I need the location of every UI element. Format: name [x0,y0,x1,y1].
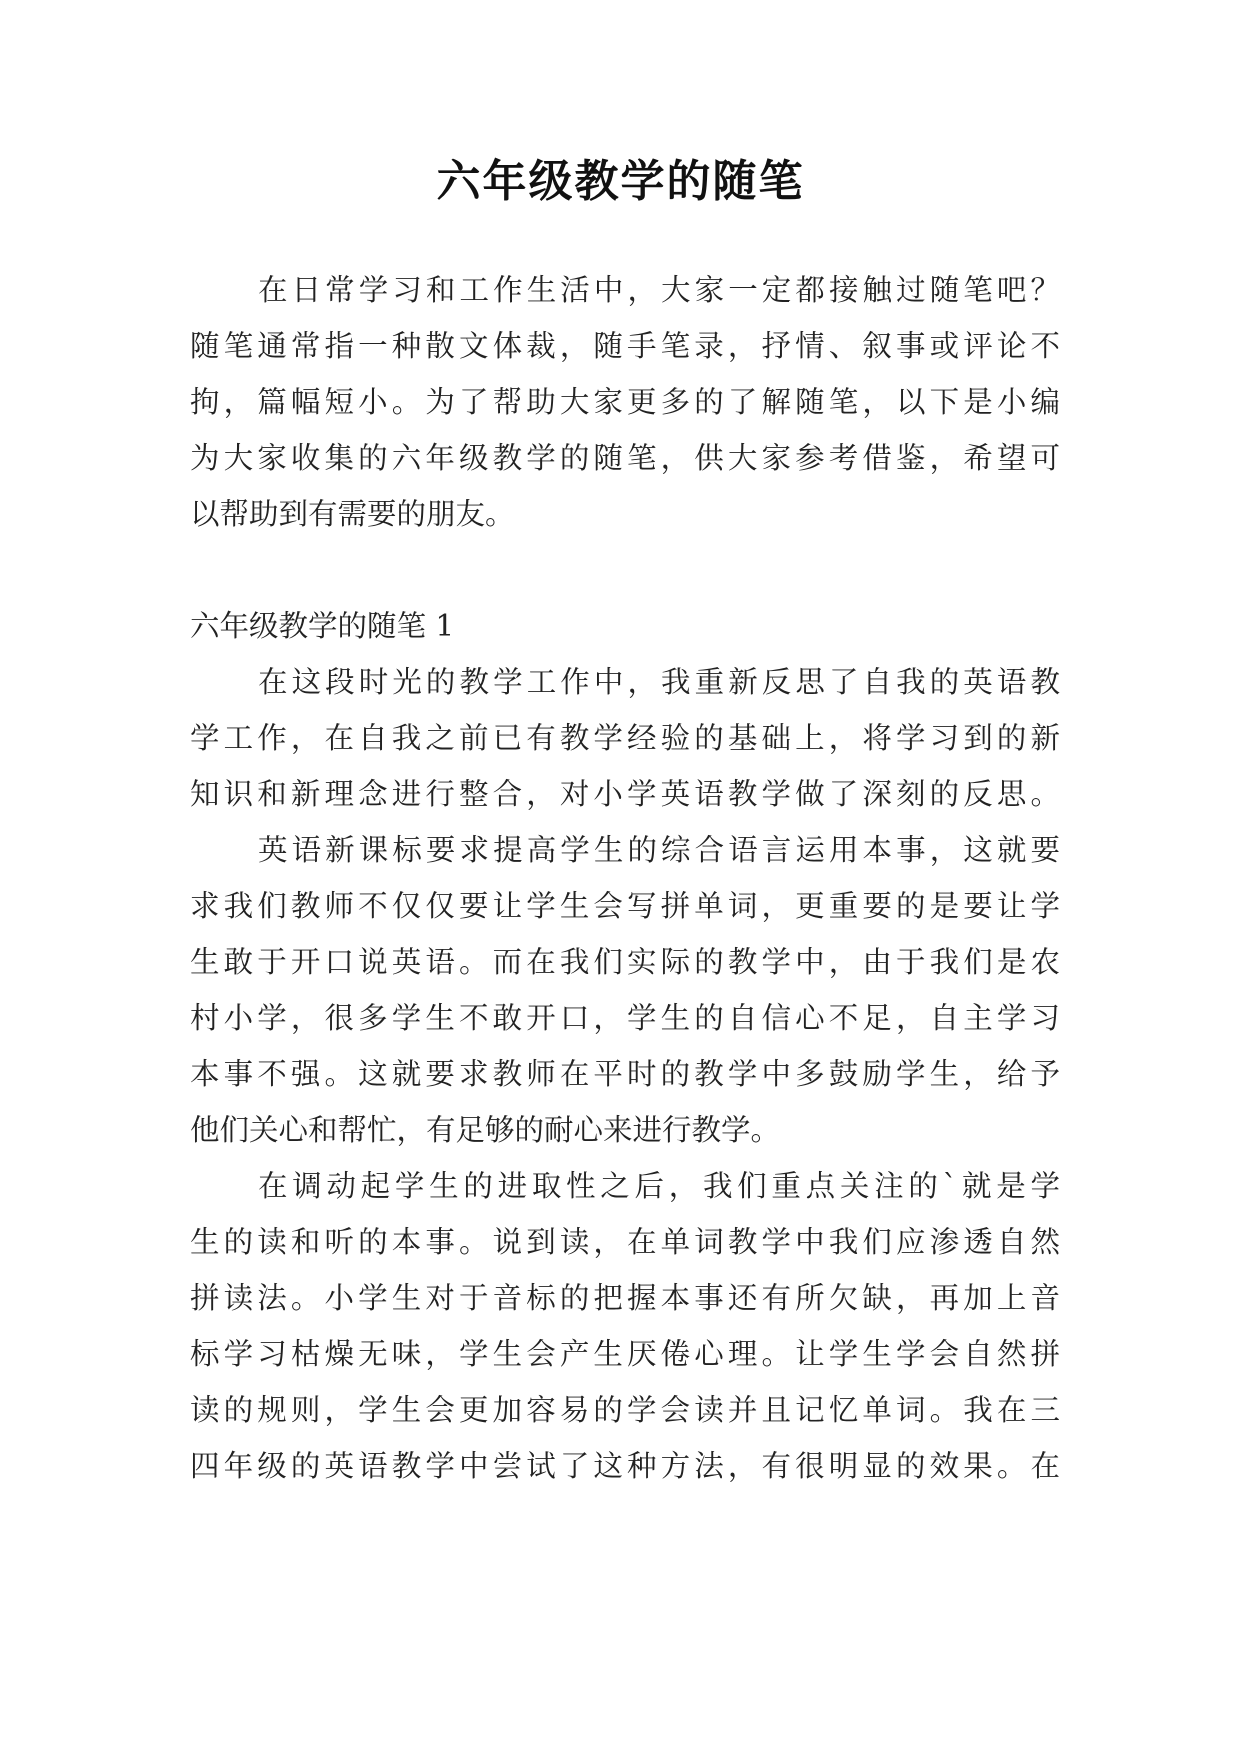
intro-line-1: 在日常学习和工作生活中，大家一定都接触过随笔吧？ [258,273,1060,307]
paragraph2-line-1: 英语新课标要求提高学生的综合语言运用本事，这就要 [258,833,1060,867]
paragraph3-line-3: 拼读法。小学生对于音标的把握本事还有所欠缺，再加上音 [190,1281,1060,1315]
intro-line-4: 为大家收集的六年级教学的随笔，供大家参考借鉴，希望可 [190,441,1060,475]
paragraph2-line-3: 生敢于开口说英语。而在我们实际的教学中，由于我们是农 [190,945,1060,979]
intro-line-5: 以帮助到有需要的朋友。 [190,497,515,531]
intro-line-2: 随笔通常指一种散文体裁，随手笔录，抒情、叙事或评论不 [190,329,1060,363]
paragraph2-line-2: 求我们教师不仅仅要让学生会写拼单词，更重要的是要让学 [190,889,1060,923]
section-heading: 六年级教学的随笔 1 [190,609,455,643]
intro-line-3: 拘，篇幅短小。为了帮助大家更多的了解随笔，以下是小编 [190,385,1060,419]
paragraph1-line-3: 知识和新理念进行整合，对小学英语教学做了深刻的反思。 [190,777,1060,811]
paragraph3-line-4: 标学习枯燥无味，学生会产生厌倦心理。让学生学会自然拼 [190,1337,1060,1371]
paragraph3-line-5: 读的规则，学生会更加容易的学会读并且记忆单词。我在三 [190,1393,1060,1427]
paragraph3-line-6: 四年级的英语教学中尝试了这种方法，有很明显的效果。在 [190,1449,1060,1483]
paragraph1-line-2: 学工作，在自我之前已有教学经验的基础上，将学习到的新 [190,721,1060,755]
paragraph2-line-5: 本事不强。这就要求教师在平时的教学中多鼓励学生，给予 [190,1057,1060,1091]
paragraph3-line-1: 在调动起学生的进取性之后，我们重点关注的`就是学 [258,1169,1060,1203]
paragraph3-line-2: 生的读和听的本事。说到读，在单词教学中我们应渗透自然 [190,1225,1060,1259]
paragraph2-line-4: 村小学，很多学生不敢开口，学生的自信心不足，自主学习 [190,1001,1060,1035]
document-title: 六年级教学的随笔 [436,156,805,207]
paragraph1-line-1: 在这段时光的教学工作中，我重新反思了自我的英语教 [258,665,1060,699]
paragraph2-line-6: 他们关心和帮忙，有足够的耐心来进行教学。 [190,1113,781,1147]
